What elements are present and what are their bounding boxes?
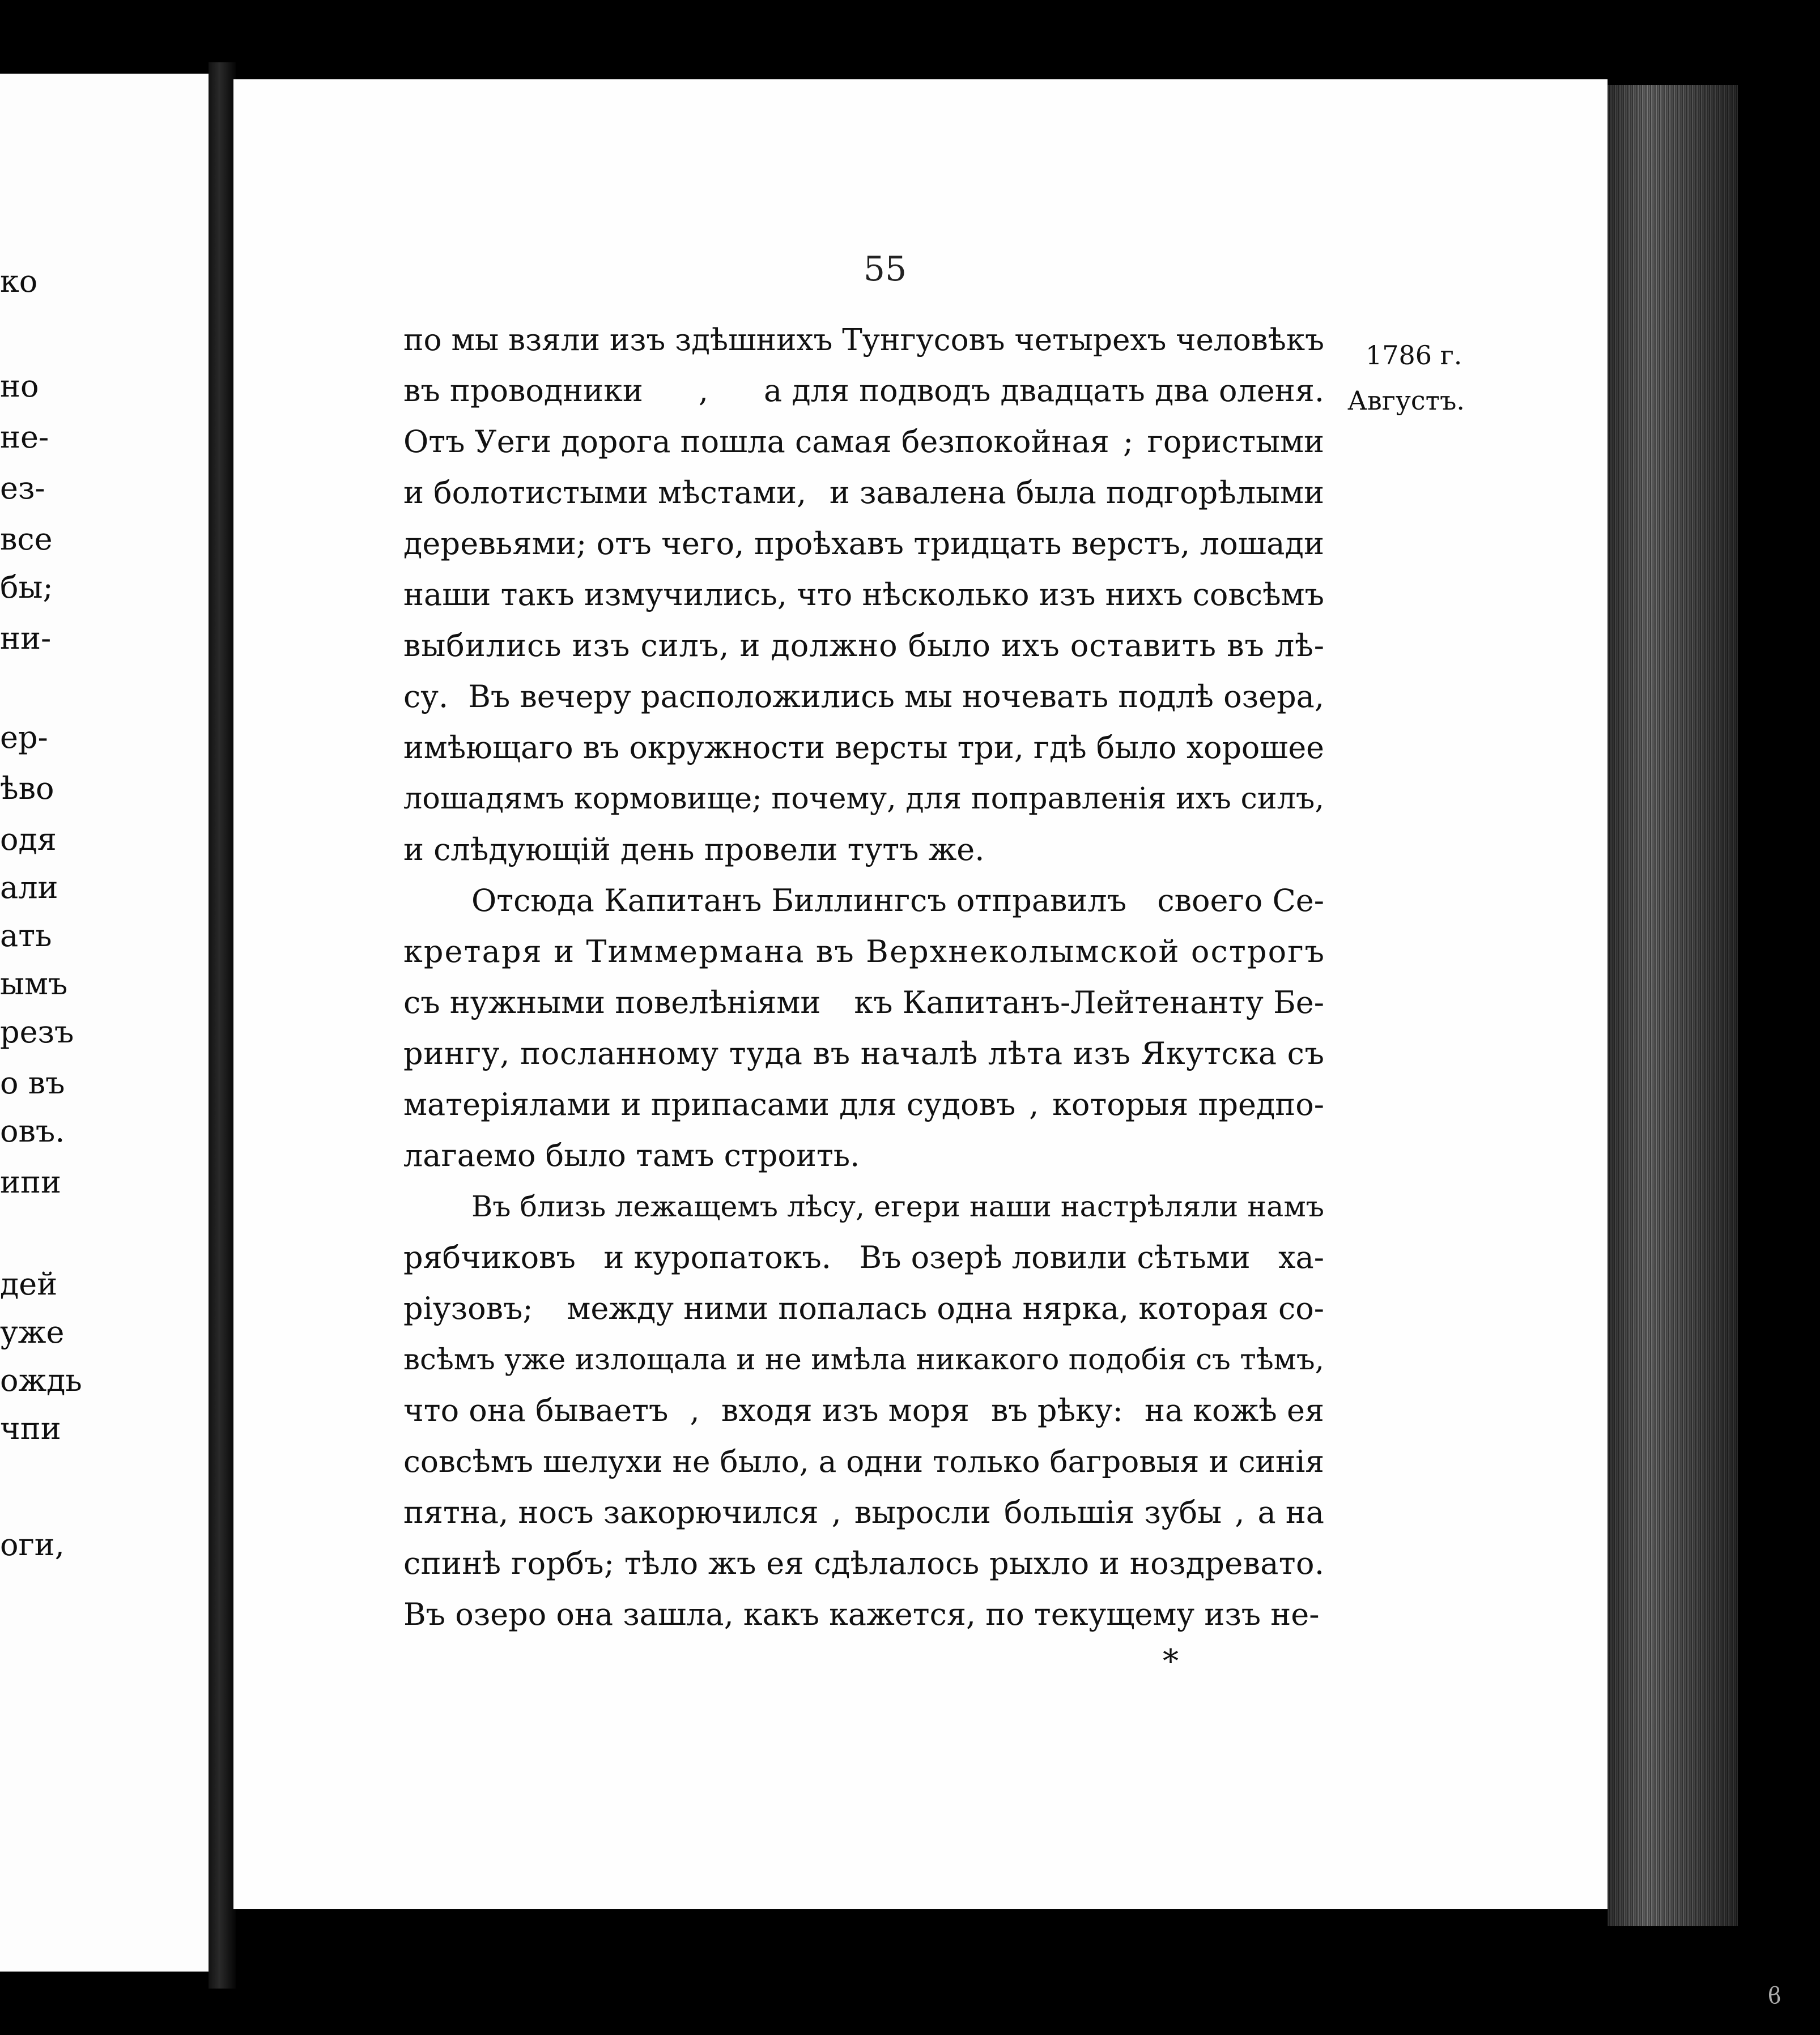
text-line <box>233 1286 1608 1331</box>
left-page-text-fragment: ымъ <box>0 966 68 1002</box>
text-segment: по мы взяли изъ здѣшнихъ Тунгусовъ четырехъ человѣкъ <box>403 322 1324 357</box>
text-segment: которыя предпо- <box>1052 1087 1324 1122</box>
text-segment: къ Капитанъ-Лейтенанту Бе- <box>854 985 1324 1020</box>
text-segment: большія зубы <box>1003 1495 1222 1530</box>
left-page-fragment <box>0 74 209 1972</box>
text-line <box>233 1490 1608 1535</box>
text-line <box>233 1439 1608 1484</box>
book-page <box>233 79 1608 1909</box>
text-line <box>233 521 1608 567</box>
text-segment: , <box>698 373 708 408</box>
left-page-text-fragment: али <box>0 870 58 905</box>
text-line <box>233 1133 1608 1178</box>
text-segment: съ нужными повелѣніями <box>403 985 821 1020</box>
fore-edge-shadow <box>1608 85 1738 1926</box>
text-segment: что она бываетъ <box>403 1393 669 1428</box>
text-segment: ріузовъ; <box>403 1291 533 1326</box>
left-page-text-fragment: оги, <box>0 1527 65 1563</box>
text-line <box>233 980 1608 1025</box>
text-segment: Отъ Уеги дорога пошла самая безпокойная <box>403 424 1109 459</box>
page-number: 55 <box>863 249 907 289</box>
text-segment: деревьями; отъ чего, проѣхавъ тридцать верстъ, лошади <box>403 526 1325 561</box>
text-line <box>233 1235 1608 1280</box>
left-page-text-fragment: ез- <box>0 470 45 506</box>
text-line <box>233 1082 1608 1127</box>
text-segment: наши такъ измучились, что нѣсколько изъ нихъ совсѣмъ <box>403 577 1325 612</box>
text-segment: матеріялами и припасами для судовъ <box>403 1087 1016 1122</box>
text-line <box>233 1031 1608 1076</box>
left-page-text-fragment: ождь <box>0 1363 82 1398</box>
left-page-text-fragment: ипи <box>0 1164 61 1200</box>
left-page-text-fragment: о въ <box>0 1065 65 1101</box>
library-mark: ϐ <box>1768 1983 1781 2009</box>
text-segment: и завалена была подгорѣлыми <box>829 475 1324 510</box>
left-page-text-fragment: ер- <box>0 720 48 755</box>
text-segment: и болотистыми мѣстами, <box>403 475 807 510</box>
text-segment: Отсюда Капитанъ Биллингсъ отправилъ <box>471 883 1127 918</box>
text-line <box>233 572 1608 618</box>
text-line <box>233 368 1608 414</box>
text-line <box>233 1337 1608 1382</box>
left-page-text-fragment: все <box>0 521 53 557</box>
text-segment: кретаря и Тиммермана въ Верхнеколымской острогъ <box>403 934 1326 969</box>
text-line <box>233 623 1608 669</box>
text-line <box>233 674 1608 720</box>
text-segment: лагаемо было тамъ строить. <box>403 1138 860 1173</box>
left-page-text-fragment: но <box>0 368 39 404</box>
left-page-text-fragment: чпи <box>0 1411 61 1446</box>
text-segment: ха- <box>1278 1240 1324 1275</box>
text-segment: , <box>831 1495 841 1530</box>
text-segment: между ними попалась одна нярка, которая со- <box>567 1291 1324 1326</box>
text-segment: и слѣдующій день провели тутъ же. <box>403 832 985 867</box>
margin-note-year: 1786 г. <box>1366 340 1462 371</box>
text-segment: Въ озерѣ ловили сѣтьми <box>859 1240 1251 1275</box>
text-line <box>233 725 1608 770</box>
text-segment: въ проводники <box>403 373 643 408</box>
left-page-text-fragment: ать <box>0 918 52 953</box>
text-segment: и куропатокъ. <box>603 1240 831 1275</box>
text-segment: совсѣмъ шелухи не было, а одни только багровыя и синія <box>403 1444 1325 1479</box>
catchword: * <box>1163 1643 1179 1680</box>
text-segment: всѣмъ уже излощала и не имѣла никакого подобія съ тѣмъ, <box>403 1343 1325 1377</box>
text-segment: выросли <box>854 1495 991 1530</box>
text-line <box>233 878 1608 923</box>
text-segment: , <box>1235 1495 1245 1530</box>
text-segment: гористыми <box>1147 424 1324 459</box>
left-page-text-fragment: одя <box>0 821 57 857</box>
text-line <box>233 929 1608 974</box>
text-line <box>233 419 1608 465</box>
text-segment: а на <box>1257 1495 1324 1530</box>
text-segment: имѣющаго въ окружности версты три, гдѣ было хорошее <box>403 730 1325 765</box>
text-segment: Въ озеро она зашла, какъ кажется, по текущему изъ не- <box>403 1597 1320 1632</box>
text-segment: пятна, носъ закорючился <box>403 1495 819 1530</box>
left-page-text-fragment: ко <box>0 263 38 299</box>
left-page-text-fragment: резъ <box>0 1014 74 1050</box>
text-segment: лошадямъ кормовище; почему, для поправленія ихъ силъ, <box>403 781 1324 816</box>
text-segment: своего Се- <box>1157 883 1324 918</box>
book-gutter <box>209 62 236 1989</box>
text-segment: рябчиковъ <box>403 1240 576 1275</box>
text-segment: , <box>690 1393 700 1428</box>
text-segment: Въ близь лежащемъ лѣсу, егери наши настрѣляли намъ <box>471 1190 1325 1223</box>
text-line <box>233 1592 1608 1637</box>
margin-note-month: Августъ. <box>1347 385 1465 416</box>
left-page-text-fragment: ѣво <box>0 770 54 806</box>
text-segment: су. <box>403 679 449 714</box>
left-page-text-fragment: уже <box>0 1314 65 1350</box>
text-line <box>233 470 1608 516</box>
text-segment: а для подводъ двадцать два оленя. <box>763 373 1324 408</box>
text-line <box>233 1184 1608 1229</box>
left-page-text-fragment: овъ. <box>0 1113 65 1149</box>
text-segment: спинѣ горбъ; тѣло жъ ея сдѣлалось рыхло и ноздревато. <box>403 1546 1325 1581</box>
text-line <box>233 317 1608 363</box>
left-page-text-fragment: бы; <box>0 569 53 605</box>
text-line <box>233 1388 1608 1433</box>
left-page-text-fragment: дей <box>0 1266 58 1302</box>
text-segment: рингу, посланному туда въ началѣ лѣта изъ Якутска съ <box>403 1036 1325 1071</box>
left-page-text-fragment: ни- <box>0 620 52 656</box>
text-segment: ; <box>1123 424 1134 459</box>
text-line <box>233 776 1608 821</box>
text-segment: входя изъ моря <box>721 1393 969 1428</box>
left-page-text-fragment: не- <box>0 419 49 455</box>
text-segment: выбились изъ силъ, и должно было ихъ оставить въ лѣ- <box>403 628 1325 663</box>
text-line <box>233 1541 1608 1586</box>
text-segment: Въ вечеру расположились мы ночевать подлѣ озера, <box>468 679 1324 714</box>
text-line <box>233 827 1608 872</box>
text-segment: , <box>1029 1087 1039 1122</box>
text-segment: на кожѣ ея <box>1144 1393 1324 1428</box>
text-segment: въ рѣку: <box>991 1393 1123 1428</box>
